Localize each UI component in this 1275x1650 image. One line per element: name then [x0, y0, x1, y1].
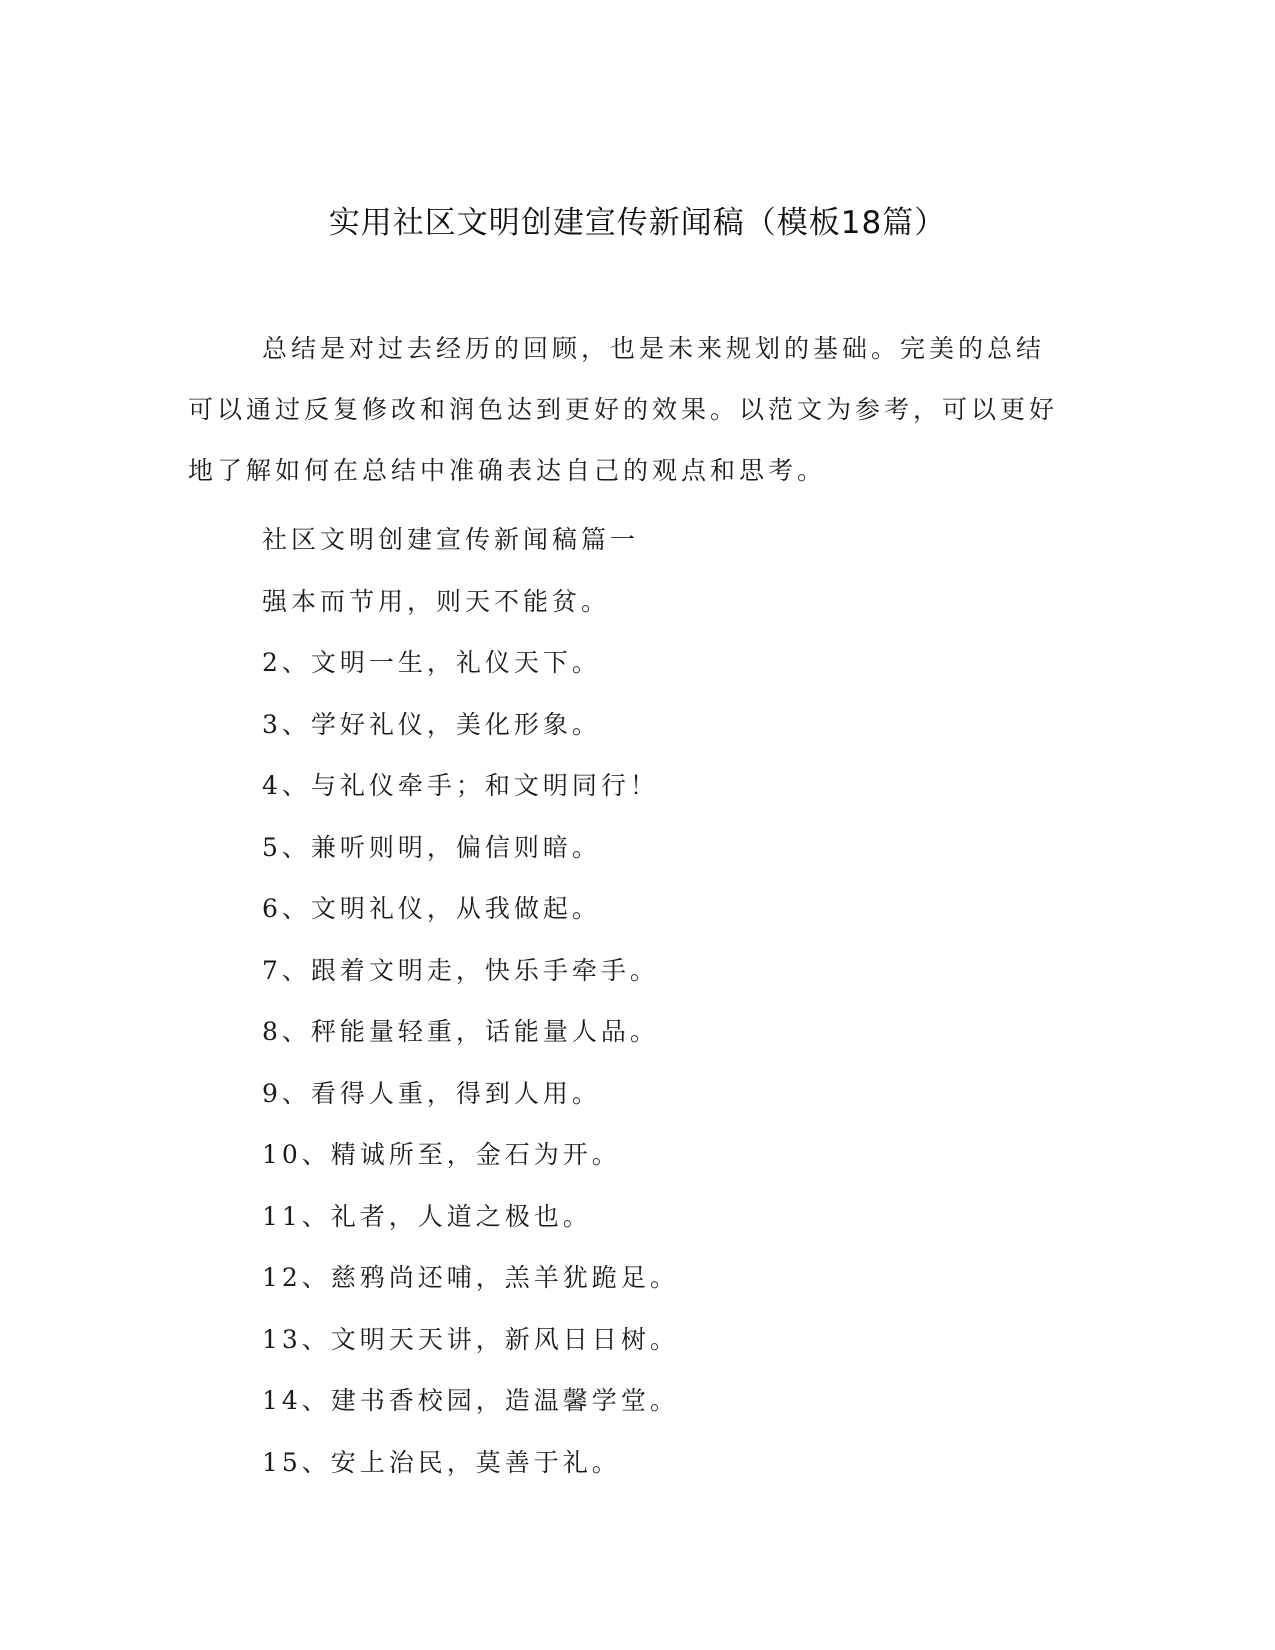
document-title: 实用社区文明创建宣传新闻稿（模板18篇）	[328, 205, 947, 241]
list-item: 5、兼听则明，偏信则暗。	[262, 832, 601, 862]
list-item: 15、安上治民，莫善于礼。	[262, 1447, 621, 1477]
list-item: 8、秤能量轻重，话能量人品。	[262, 1017, 659, 1046]
list-item: 10、精诚所至，金石为开。	[262, 1140, 621, 1169]
list-item: 6、文明礼仪，从我做起。	[262, 894, 601, 923]
list-item: 13、文明天天讲，新风日日树。	[262, 1324, 679, 1354]
list-item: 7、跟着文明走，快乐手牵手。	[262, 955, 659, 985]
list-item: 9、看得人重，得到人用。	[262, 1078, 601, 1108]
list-item: 2、文明一生，礼仪天下。	[262, 648, 601, 677]
list-item: 11、礼者，人道之极也。	[262, 1201, 592, 1231]
list-item: 14、建书香校园，造温馨学堂。	[262, 1386, 679, 1415]
text-line: 强本而节用，则天不能贫。	[262, 586, 611, 616]
list-item: 3、学好礼仪，美化形象。	[262, 709, 601, 739]
intro-paragraph: 总结是对过去经历的回顾，也是未来规划的基础。完美的总结可以通过反复修改和润色达到更好的效果。以范文为参考，可以更好地了解如何在总结中准确表达自己的观点和思考。	[188, 334, 1059, 485]
section-heading: 社区文明创建宣传新闻稿篇一	[262, 525, 640, 554]
content-lines	[262, 509, 679, 1493]
list-item: 12、慈鸦尚还哺，羔羊犹跪足。	[262, 1263, 679, 1292]
list-item: 4、与礼仪牵手；和文明同行！	[262, 771, 659, 800]
